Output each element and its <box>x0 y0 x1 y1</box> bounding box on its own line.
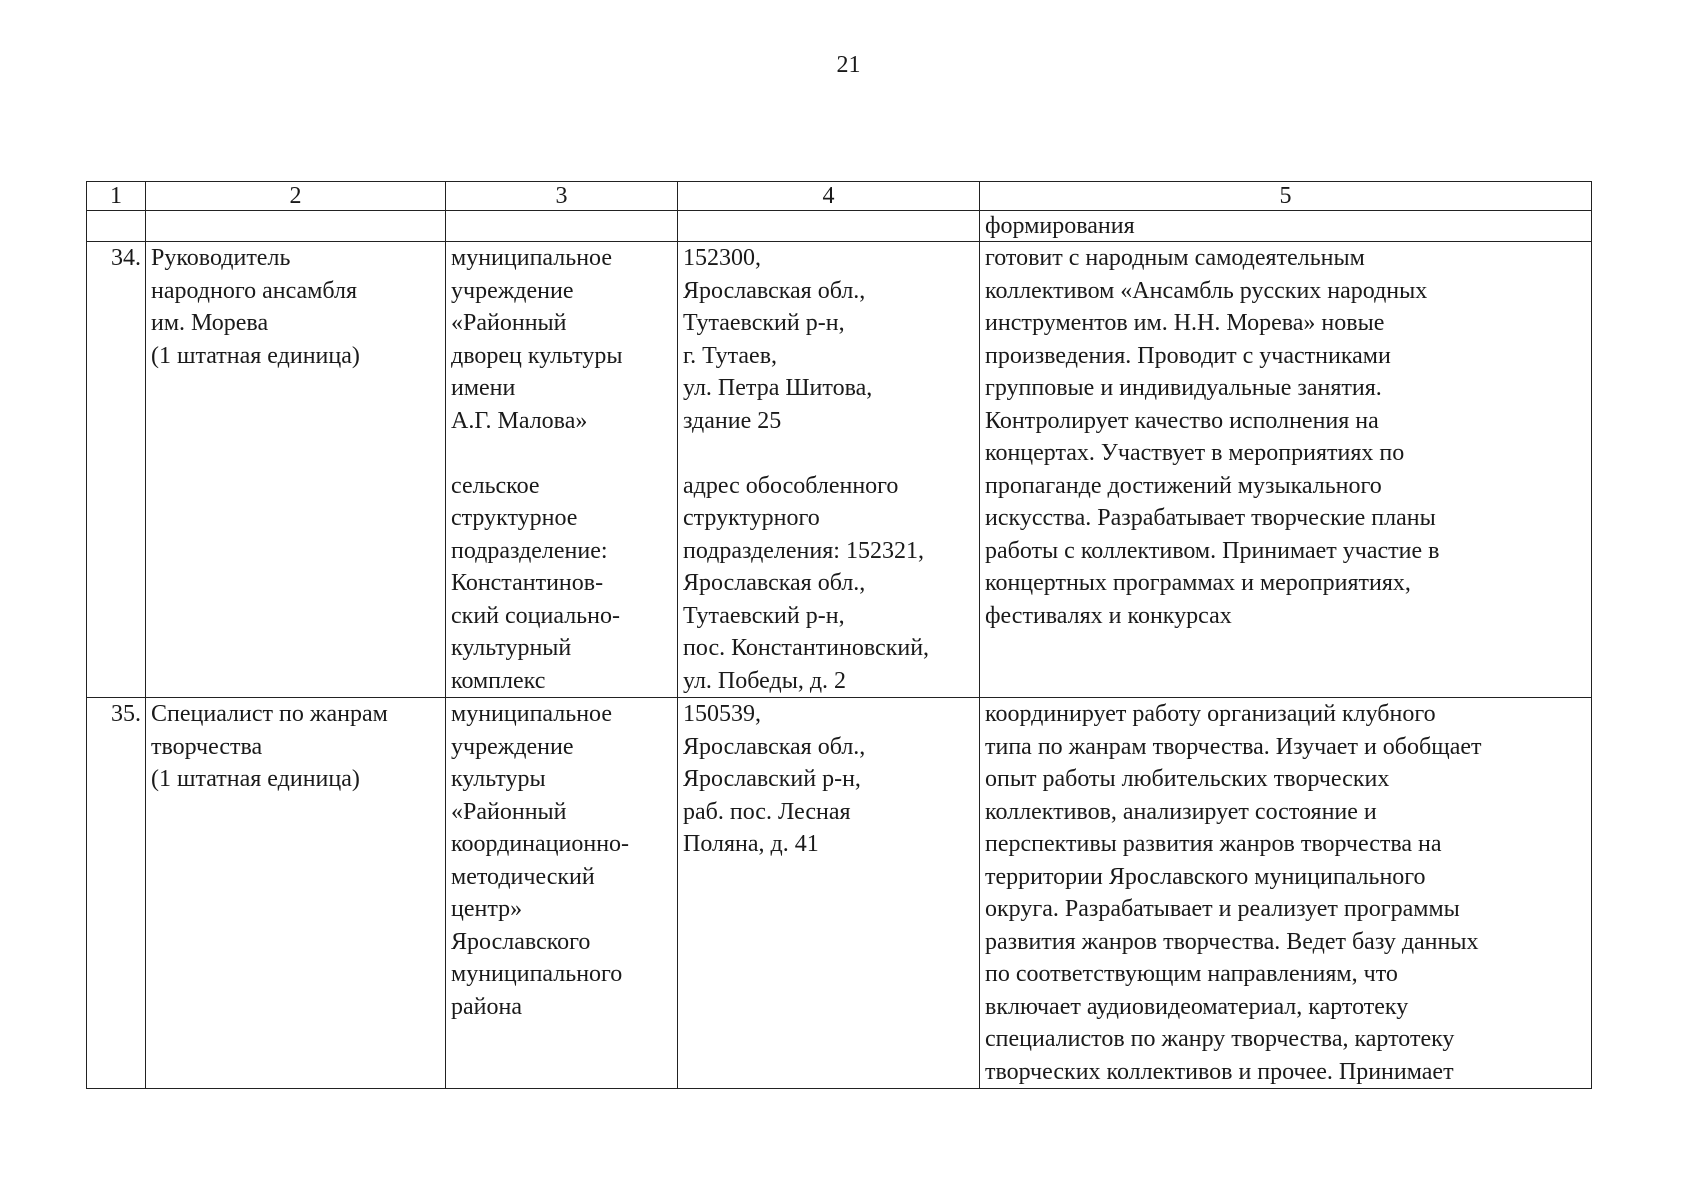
organization-main: муниципальное учреждение культуры «Районный координационно- методический центр» Ярославского муниципального района <box>451 701 630 1020</box>
column-header: 1 <box>87 182 146 211</box>
row-number: 35. <box>87 698 146 1089</box>
column-header: 5 <box>980 182 1592 211</box>
position-title: Руководитель народного ансамбля им. Морева (1 штатная единица) <box>146 242 446 698</box>
table-row <box>87 698 1592 1089</box>
page-number: 21 <box>836 52 861 78</box>
table-header-row <box>87 182 1592 211</box>
address-cell <box>678 242 980 698</box>
address-main: 150539, Ярославская обл., Ярославский р-н, раб. пос. Лесная Поляна, д. 41 <box>683 701 866 857</box>
continuation-row <box>87 211 1592 242</box>
address-subdivision: адрес обособленного структурного подразделения: 152321, Ярославская обл., Тутаевский р-н, пос. Константиновский, ул. Победы, д. 2 <box>683 472 930 694</box>
column-header: 2 <box>146 182 446 211</box>
organization-main: муниципальное учреждение «Районный дворец культуры имени А.Г. Малова» <box>451 245 623 434</box>
row-number: 34. <box>87 242 146 698</box>
organization-cell <box>446 242 678 698</box>
position-title: Специалист по жанрам творчества (1 штатная единица) <box>146 698 446 1089</box>
organization-cell <box>446 698 678 1089</box>
duties-text: готовит с народным самодеятельным коллективом «Ансамбль русских народных инструментов им. Н.Н. Морева» новые произведения. Проводит с участниками групповые и индивидуальные занятия. Контролирует качество исполнения на концертах. Участвует в мероприятиях по пропаганде достижений музыкального искусства. Разрабатывает творческие планы работы с коллективом. Принимает участие в концертных программах и мероприятиях, фестивалях и конкурсах <box>980 242 1592 698</box>
continuation-text: формирования <box>980 211 1592 242</box>
address-cell <box>678 698 980 1089</box>
column-header: 3 <box>446 182 678 211</box>
address-main: 152300, Ярославская обл., Тутаевский р-н, г. Тутаев, ул. Петра Шитова, здание 25 <box>683 245 873 434</box>
positions-table <box>86 181 1592 1089</box>
table-row <box>87 242 1592 698</box>
organization-subdivision: сельское структурное подразделение: Константинов- ский социально- культурный комплекс <box>451 472 620 694</box>
duties-text: координирует работу организаций клубного типа по жанрам творчества. Изучает и обобщает опыт работы любительских творческих коллективов, анализирует состояние и перспективы развития жанров творчества на территории Ярославского муниципального округа. Разрабатывает и реализует программы развития жанров творчества. Ведет базу данных по соответствующим направлениям, что включает аудиовидеоматериал, картотеку специалистов по жанру творчества, картотеку творческих коллективов и прочее. Принимает <box>980 698 1592 1089</box>
column-header: 4 <box>678 182 980 211</box>
